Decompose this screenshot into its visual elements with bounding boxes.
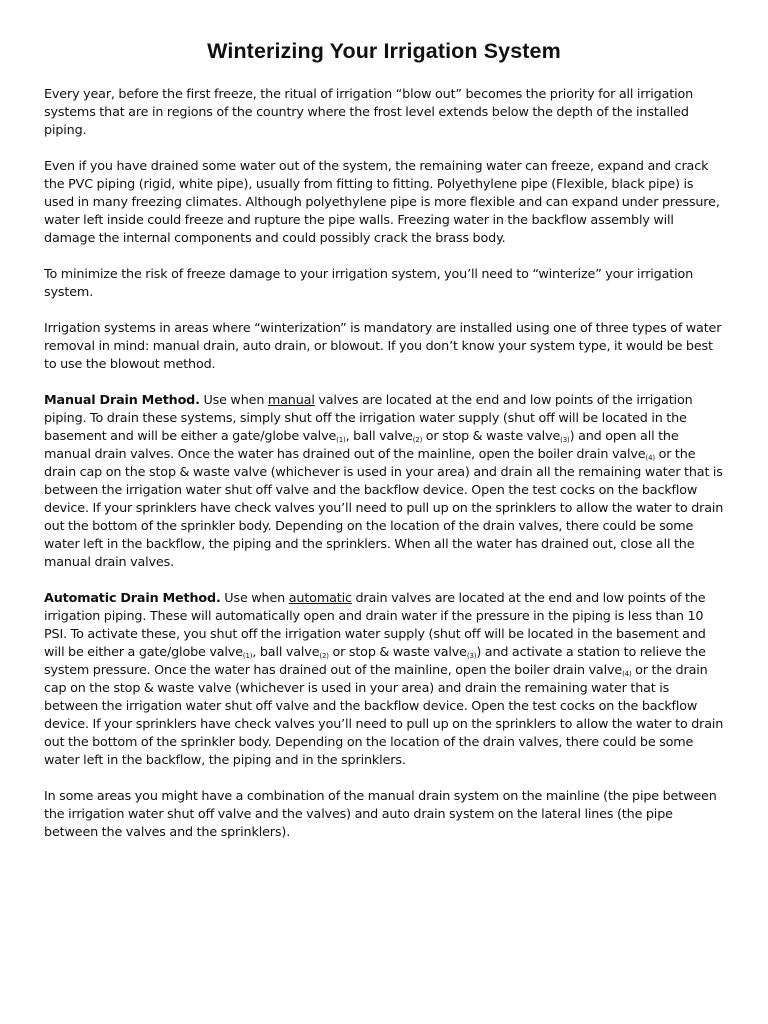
automatic-text-2: drain valves are located at the end and low points of the irrigation piping. These will automatically open and drain water if the pressure in the piping is less than 10 PSI. To activate these, you shut off the irrigation water supply (shut off will be located in the basement and will be either a gate/globe valve (44, 591, 706, 660)
manual-text-5: ) and open all the manual drain valves. Once the water has drained out of the mainline, open the boiler drain valve (44, 429, 679, 462)
automatic-footnote-1: (1) (242, 652, 253, 660)
manual-text-4: or stop & waste valve (422, 429, 561, 444)
automatic-text-6: or the drain cap on the stop & waste valve (whichever is used in your area) and drain the remaining water that is between the irrigation water shut off valve and the backflow device. Open the test cocks on the backflow device. If your sprinklers have check valves you’ll need to pull up on the sprinklers to allow the water to drain out the bottom of the sprinkler body. Depending on the location of the drain valves, there could be some water left in the backflow, the piping and in the sprinklers. (44, 663, 724, 768)
automatic-drain-section (44, 590, 724, 770)
document-page (44, 38, 724, 860)
automatic-footnote-4: (4) (622, 670, 632, 678)
manual-text-6: or the drain cap on the stop & waste valve (whichever is used in your area) and drain all the remaining water that is between the irrigation water shut off valve and the backflow device. Open the test cocks on the backflow device. If your sprinklers have check valves you’ll need to pull up on the sprinklers to allow the water to drain out the bottom of the sprinkler body. Depending on the location of the drain valves, there could be some water left in the backflow, the piping and the sprinklers. When all the water has drained out, close all the manual drain valves. (44, 447, 724, 570)
manual-drain-heading: Manual Drain Method. (44, 393, 200, 408)
intro-paragraph-2: Even if you have drained some water out of the system, the remaining water can freeze, expand and crack the PVC piping (rigid, white pipe), usually from fitting to fitting. Polyethylene pipe (Flexible, black pipe) is used in many freezing climates. Although polyethylene pipe is more flexible and can expand under pressure, water left inside could freeze and rupture the pipe walls. Freezing water in the backflow assembly will damage the internal components and could possibly crack the brass body. (44, 159, 720, 246)
manual-text-1: Use when (199, 393, 268, 408)
automatic-underlined-term: automatic (288, 591, 352, 606)
intro-paragraph-1: Every year, before the first freeze, the ritual of irrigation “blow out” becomes the priority for all irrigation systems that are in regions of the country where the frost level extends below the depth of the installed piping. (44, 87, 694, 138)
automatic-text-3: , ball valve (252, 645, 320, 660)
intro-paragraph-4: Irrigation systems in areas where “winterization” is mandatory are installed using one of three types of water removal in mind: manual drain, auto drain, or blowout. If you don’t know your system type, it would be best to use the blowout method. (44, 321, 722, 372)
automatic-text-1: Use when (220, 591, 289, 606)
manual-footnote-3: (3) (560, 436, 570, 444)
manual-footnote-1: (1) (336, 436, 346, 444)
automatic-text-4: or stop & waste valve (328, 645, 467, 660)
manual-drain-section (44, 392, 724, 572)
automatic-text-5: ) and activate a station to relieve the system pressure. Once the water has drained out of the mainline, open the boiler drain valve (44, 645, 706, 678)
automatic-drain-heading: Automatic Drain Method. (44, 591, 221, 606)
closing-paragraph: In some areas you might have a combination of the manual drain system on the mainline (the pipe between the irrigation water shut off valve and the valves) and auto drain system on the lateral lines (the pipe between the valves and the sprinklers). (44, 789, 717, 840)
manual-text-2: valves are located at the end and low points of the irrigation piping. To drain these systems, simply shut off the irrigation water supply (shut off will be located in the basement and will be either a gate/globe valve (44, 393, 693, 444)
automatic-footnote-3: (3) (466, 652, 477, 660)
automatic-footnote-2: (2) (319, 652, 329, 660)
manual-underlined-term: manual (267, 393, 315, 408)
manual-footnote-2: (2) (412, 436, 423, 444)
page-title: Winterizing Your Irrigation System (207, 39, 561, 63)
manual-footnote-4: (4) (645, 454, 655, 462)
intro-paragraph-3: To minimize the risk of freeze damage to your irrigation system, you’ll need to “winterize” your irrigation system. (44, 267, 694, 300)
manual-text-3: , ball valve (345, 429, 413, 444)
